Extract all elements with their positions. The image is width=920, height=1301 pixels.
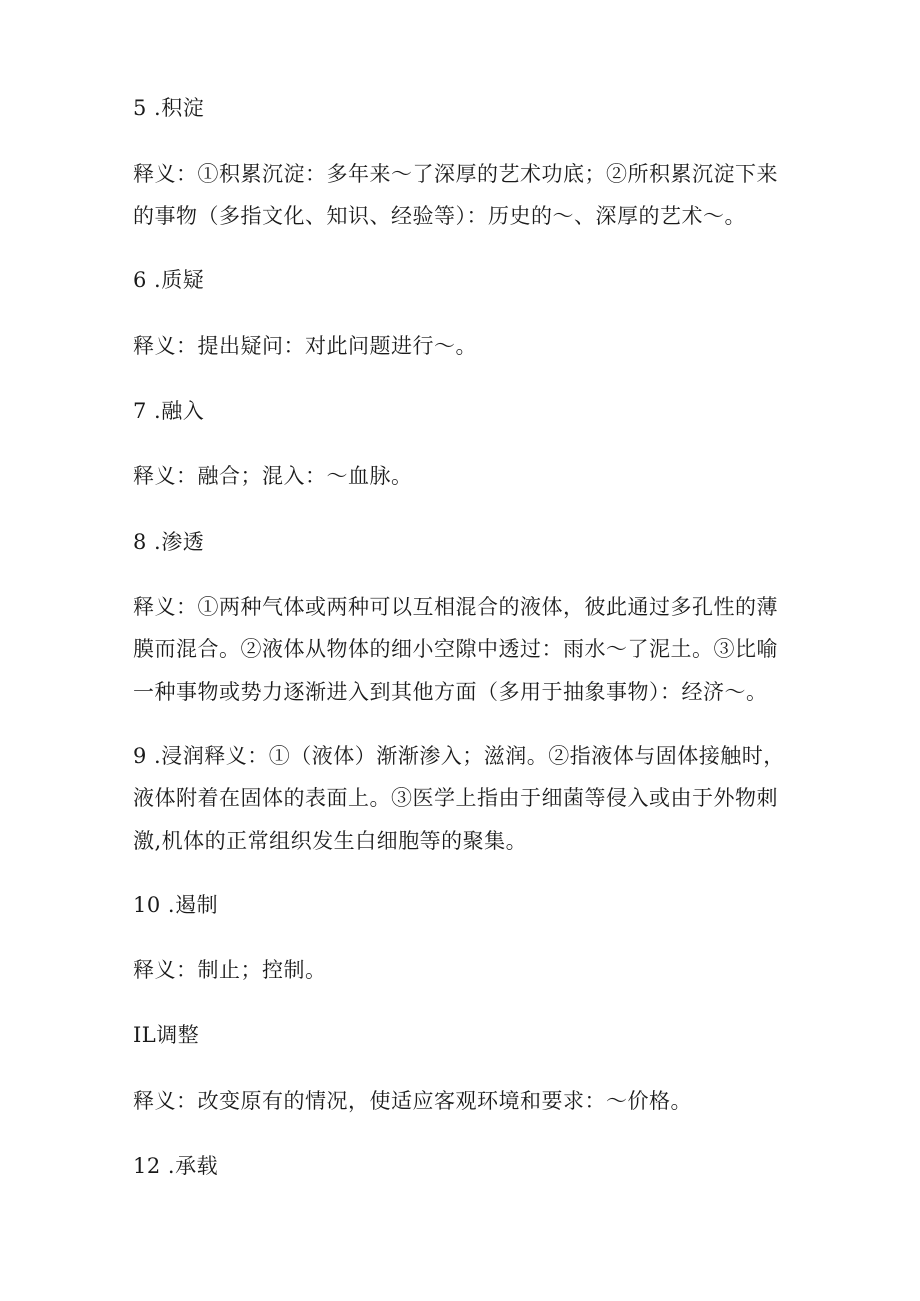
- entry-definition-line: 释义：提出疑问：对此问题进行～。: [133, 334, 477, 358]
- entry-definition-line: 释义：①积累沉淀：多年来～了深厚的艺术功底；②所积累沉淀下来: [133, 162, 778, 186]
- entry-definition-line: 一种事物或势力逐渐进入到其他方面（多用于抽象事物）：经济～。: [133, 680, 768, 704]
- entry-definition-line: 释义：改变原有的情况，使适应客观环境和要求：～价格。: [133, 1089, 692, 1113]
- entry-heading-10: 10 .遏制: [133, 893, 219, 917]
- entry-definition-line: 释义：融合；混入：～血脉。: [133, 464, 413, 488]
- entry-heading-11: IL调整: [133, 1023, 200, 1047]
- entry-definition-line: 激,机体的正常组织发生白细胞等的聚集。: [133, 829, 528, 853]
- entry-definition-line: 释义：①两种气体或两种可以互相混合的液体，彼此通过多孔性的薄: [133, 595, 778, 619]
- entry-heading-6: 6 .质疑: [133, 268, 205, 292]
- entry-heading-5: 5 .积淀: [133, 96, 205, 120]
- entry-definition-line: 9 .浸润释义：①（液体）渐渐渗入；滋润。②指液体与固体接触时，: [133, 744, 785, 768]
- entry-definition-line: 的事物（多指文化、知识、经验等）：历史的～、深厚的艺术～。: [133, 204, 746, 228]
- entry-heading-12: 12 .承载: [133, 1154, 219, 1178]
- entry-definition-line: 释义：制止；控制。: [133, 958, 327, 982]
- entry-definition-line: 膜而混合。②液体从物体的细小空隙中透过：雨水～了泥土。③比喻: [133, 637, 778, 661]
- entry-heading-8: 8 .渗透: [133, 530, 205, 554]
- entry-heading-7: 7 .融入: [133, 399, 205, 423]
- entry-definition-line: 液体附着在固体的表面上。③医学上指由于细菌等侵入或由于外物刺: [133, 786, 778, 810]
